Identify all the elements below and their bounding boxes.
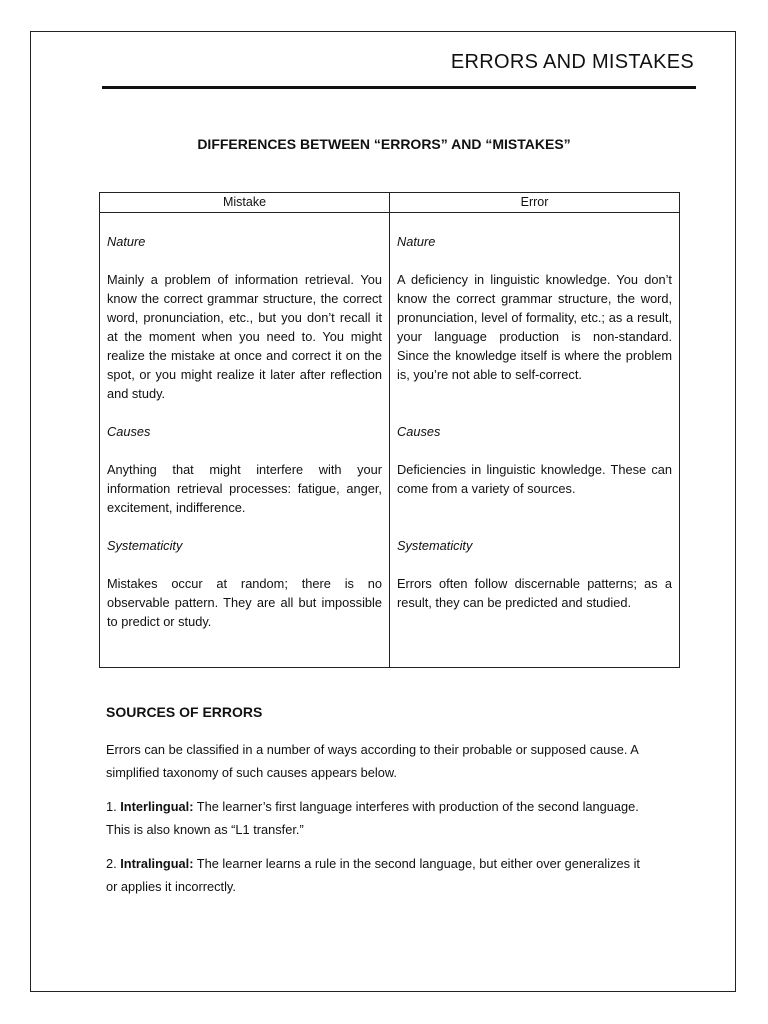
error-systematicity-text: Errors often follow discernable patterns; as a result, they can be predicted and studied. (397, 576, 672, 610)
error-nature-heading: Nature (397, 234, 436, 249)
sources-heading: SOURCES OF ERRORS (106, 704, 263, 720)
spacer (397, 403, 672, 422)
error-causes-heading: Causes (397, 424, 441, 439)
document-title: DIFFERENCES BETWEEN “ERRORS” AND “MISTAKES” (197, 136, 571, 152)
sources-intro: Errors can be classified in a number of ways according to their probable or supposed cause. A simplified taxonomy of such causes appears below. (106, 742, 639, 780)
header-title: ERRORS AND MISTAKES (450, 51, 694, 73)
mistake-causes-heading: Causes (107, 424, 151, 439)
error-systematicity-heading: Systematicity (397, 538, 473, 553)
error-cell (390, 213, 680, 668)
spacer (397, 517, 672, 536)
mistake-causes-text: Anything that might interfere with your information retrieval processes: fatigue, anger, excitement, indifference. (107, 462, 382, 515)
table-header-row (100, 193, 680, 213)
mistake-systematicity-text: Mistakes occur at random; there is no observable pattern. They are all but impossible to predict or study. (107, 576, 382, 629)
column-header-mistake: Mistake (100, 193, 390, 213)
error-nature-text: A deficiency in linguistic knowledge. You don’t know the correct grammar structure, the word, pronunciation, level of formality, etc.; as a result, your language production is non-standard. Since the knowledge itself is where the problem is, you’re not able to self-correct. (397, 272, 672, 382)
item-number: 2. (106, 856, 121, 871)
item-term: Intralingual: (120, 856, 194, 871)
item-text: The learner’s first language interferes with production of the second language. This is also known as “L1 transfer.” (106, 799, 639, 837)
comparison-table (99, 192, 680, 668)
mistake-cell (100, 213, 390, 668)
mistake-nature-text: Mainly a problem of information retrieval. You know the correct grammar structure, the correct word, pronunciation, etc., but you don’t recall it at the moment when you need to. You might realize the mistake at once and correct it on the spot, or you might realize it later after reflection and study. (107, 272, 382, 401)
error-causes-text: Deficiencies in linguistic knowledge. These can come from a variety of sources. (397, 462, 672, 496)
mistake-nature-heading: Nature (107, 234, 146, 249)
item-term: Interlingual: (120, 799, 194, 814)
item-text: The learner learns a rule in the second language, but either over generalizes it or applies it incorrectly. (106, 856, 640, 894)
list-item (106, 852, 646, 898)
table-row (100, 213, 680, 668)
header-rule (102, 86, 696, 89)
column-header-error: Error (390, 193, 680, 213)
item-number: 1. (106, 799, 121, 814)
mistake-systematicity-heading: Systematicity (107, 538, 183, 553)
list-item (106, 795, 646, 841)
